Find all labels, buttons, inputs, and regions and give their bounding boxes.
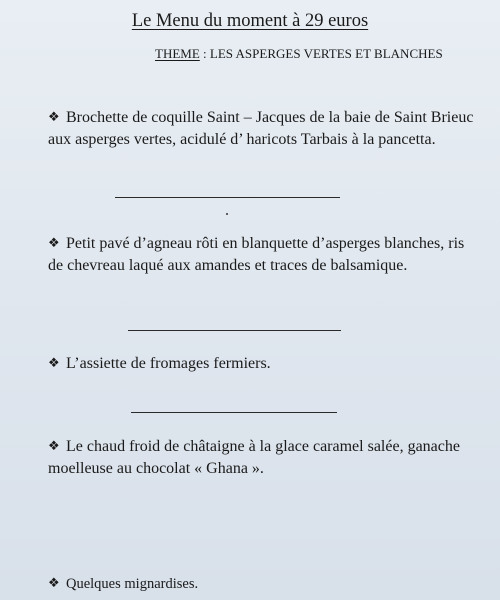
diamond-bullet-icon: ❖ <box>48 110 60 125</box>
menu-item-mignardises <box>48 573 478 595</box>
menu-item-text: Petit pavé d’agneau rôti en blanquette d’asperges blanches, ris de chevreau laqué aux amandes et traces de balsamique. <box>48 235 465 274</box>
menu-item-main <box>48 233 478 277</box>
theme-label: THEME <box>155 46 200 61</box>
menu-title: Le Menu du moment à 29 euros <box>131 11 369 31</box>
separator-line <box>131 412 337 413</box>
separator-line <box>115 197 340 198</box>
menu-item-starter <box>48 107 478 151</box>
diamond-bullet-icon: ❖ <box>48 356 60 371</box>
diamond-bullet-icon: ❖ <box>48 439 60 454</box>
separator-line <box>128 330 341 331</box>
menu-item-text: Brochette de coquille Saint – Jacques de la baie de Saint Brieuc aux asperges vertes, acidulé d’ haricots Tarbais à la pancetta. <box>48 109 474 148</box>
menu-item-cheese <box>48 353 478 375</box>
diamond-bullet-icon: ❖ <box>48 236 60 251</box>
menu-item-dessert <box>48 436 478 480</box>
menu-theme <box>155 46 495 62</box>
menu-item-text: Le chaud froid de châtaigne à la glace caramel salée, ganache moelleuse au chocolat « Ghana ». <box>48 438 460 477</box>
theme-value: : LES ASPERGES VERTES ET BLANCHES <box>199 46 443 61</box>
menu-item-text: L’assiette de fromages fermiers. <box>66 355 271 372</box>
diamond-bullet-icon: ❖ <box>48 576 60 591</box>
menu-item-text: Quelques mignardises. <box>66 576 199 592</box>
paper-speck <box>226 213 228 215</box>
